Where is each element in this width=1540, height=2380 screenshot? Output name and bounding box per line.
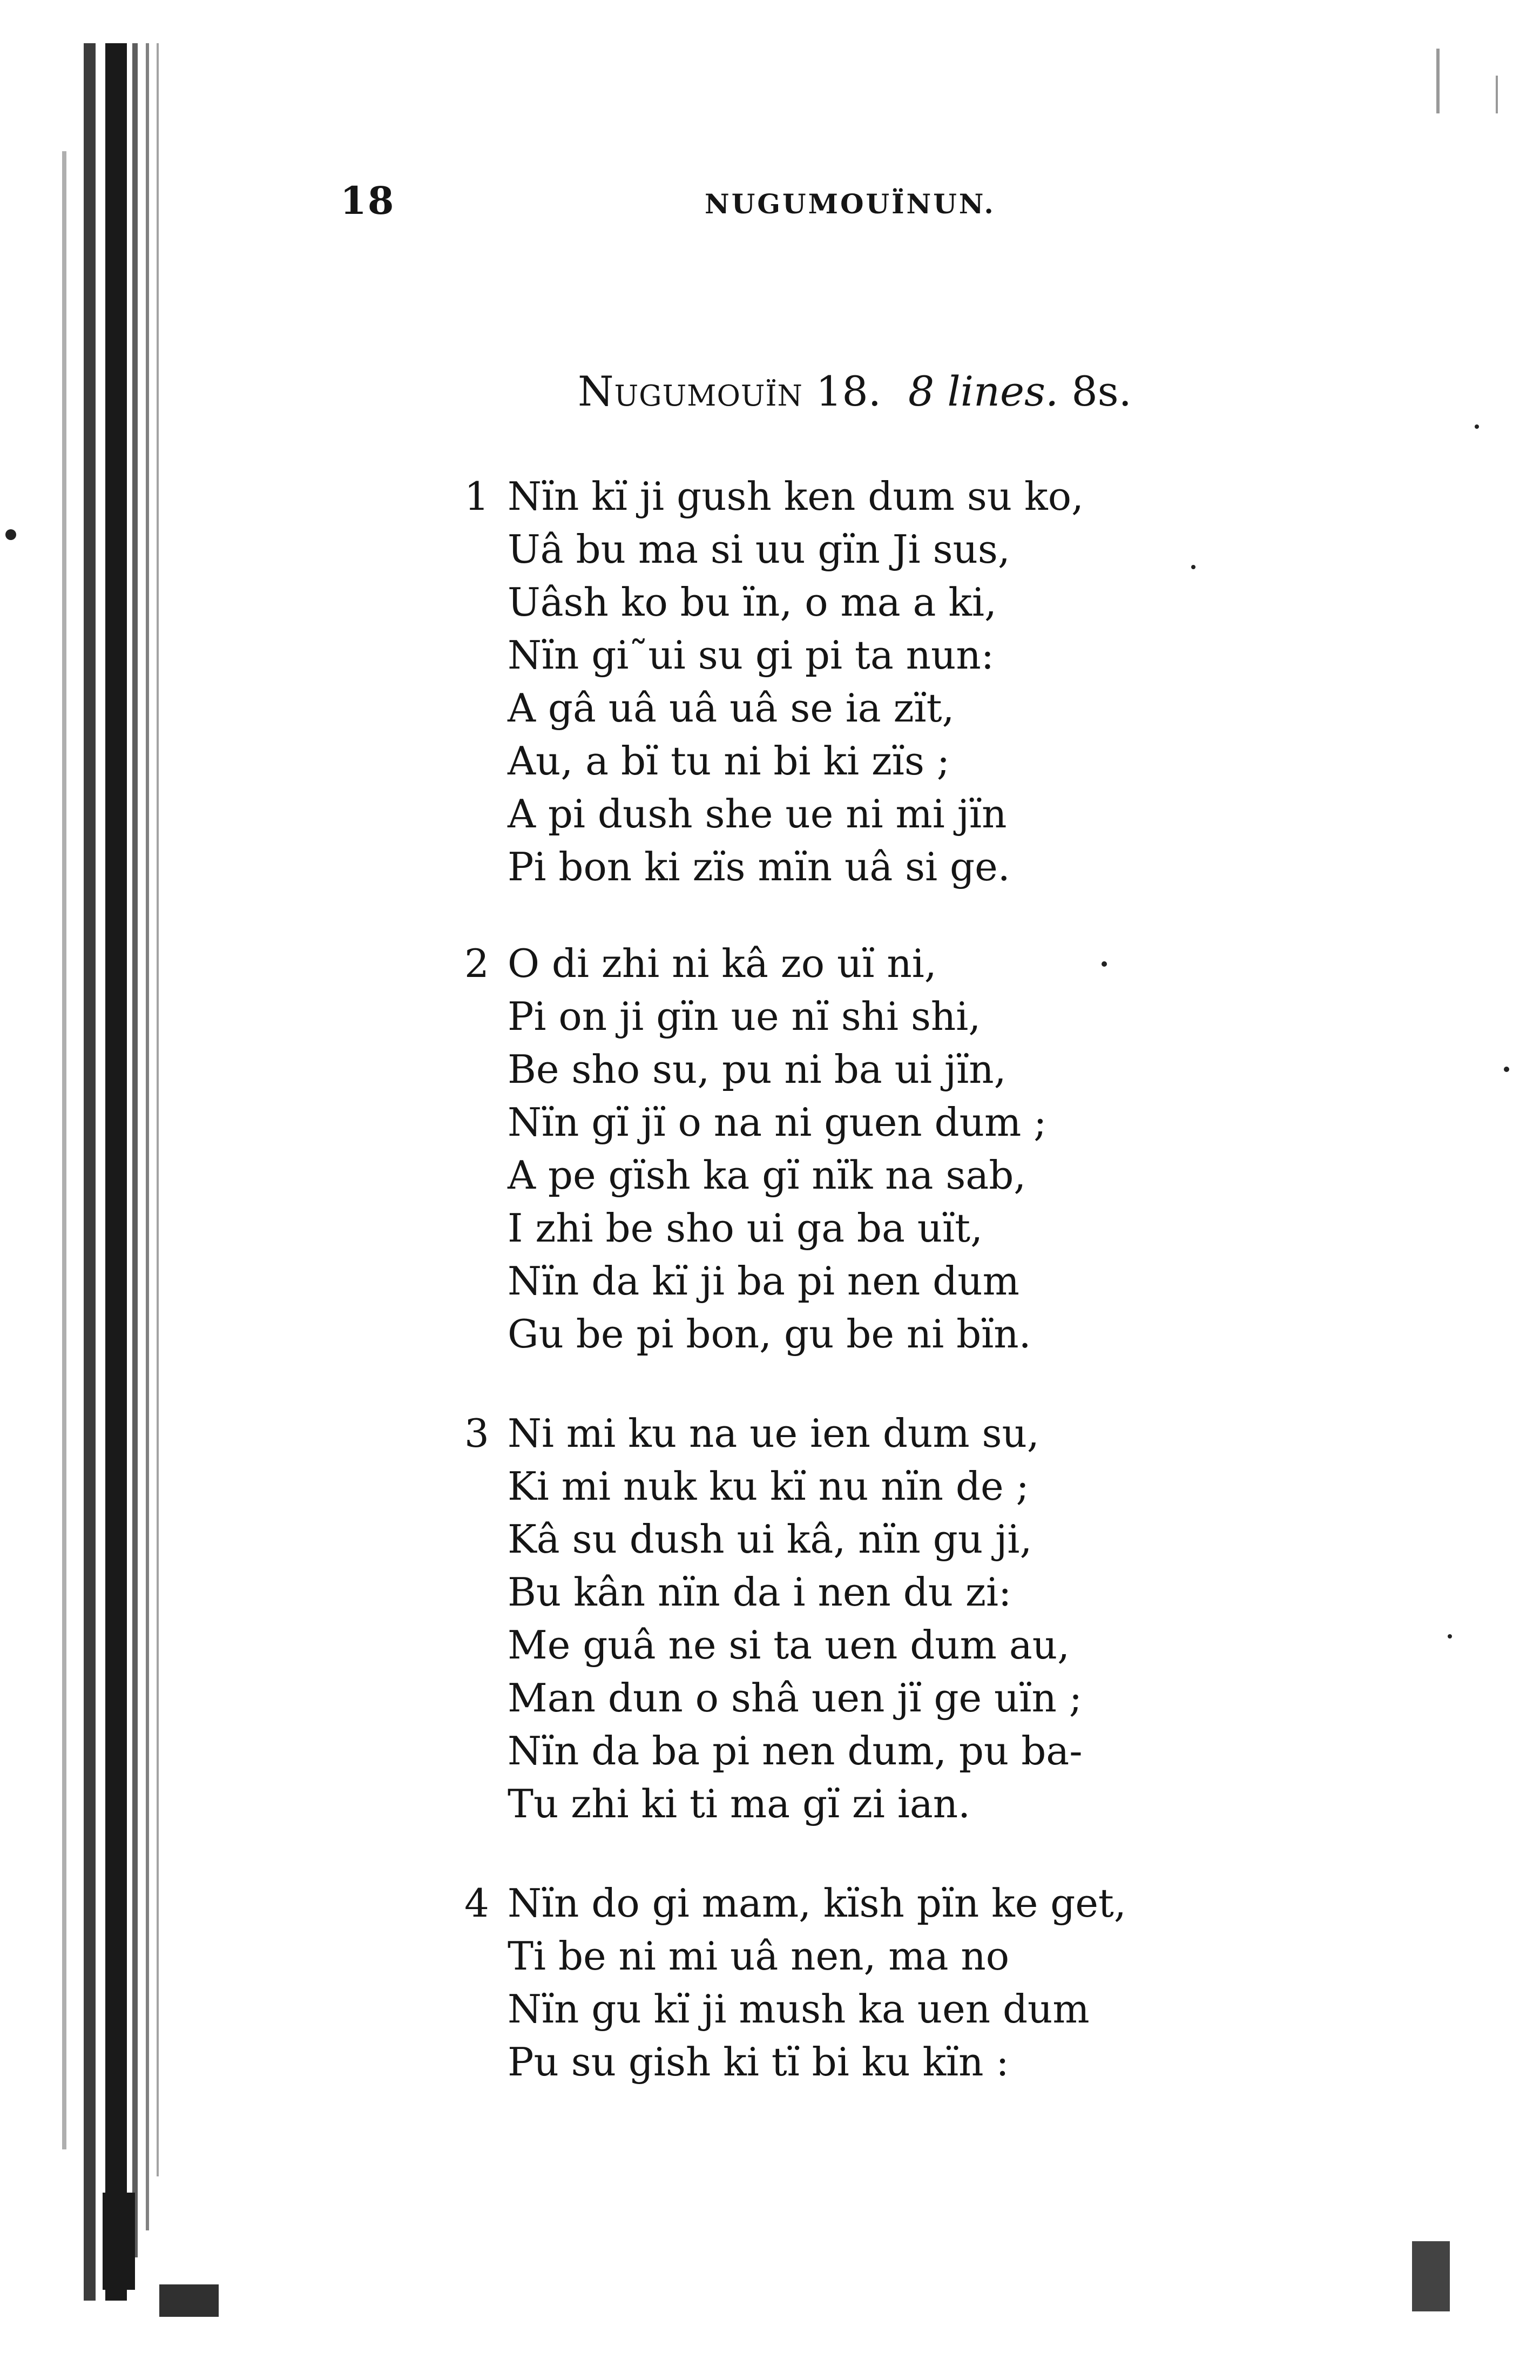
stanza-number: 3 [464,1411,489,1456]
verse-line: Nïn da kï ji ba pi nen dum [508,1258,1019,1304]
verse-line: Uâ bu ma si uu gïn Ji sus, [508,527,1010,572]
verse-line: Bu kân nïn da i nen du zi: [508,1569,1012,1615]
verse-line: Nïn gi˜ui su gi pi ta nun: [508,632,995,678]
verse-line: Au, a bï tu ni bi ki zïs ; [508,738,950,784]
stanza-lines [508,937,1046,1360]
hymn-title-lines: 8 lines. [908,367,1059,415]
verse-line: O di zhi ni kâ zo uï ni, [508,941,937,986]
stanza-number: 2 [464,941,489,986]
verse-line: A pi dush she ue ni mi jïn [508,791,1007,837]
verse-line: Nïn gu kï ji mush ka uen dum [508,1986,1090,2032]
verse-line: Nïn do gi mam, kïsh pïn ke get, [508,1880,1126,1926]
verse-line: I zhi be sho ui ga ba uït, [508,1205,983,1251]
verse-line: Ni mi ku na ue ien dum su, [508,1411,1039,1456]
verse-line: Me guâ ne si ta uen dum au, [508,1622,1070,1668]
verse-line: Pi bon ki zïs mïn uâ si ge. [508,844,1010,889]
verse-line: Pi on ji gïn ue nï shi shi, [508,994,981,1039]
verse-line: Nïn da ba pi nen dum, pu ba- [508,1728,1083,1774]
verse-line: Kâ su dush ui kâ, nïn gu ji, [508,1516,1032,1562]
hymn-title-name: Nugumouïn [578,367,803,415]
hymn-title [578,367,1132,415]
running-head: NUGUMOUÏNUN. [705,188,996,220]
verse-line: Ti be ni mi uâ nen, ma no [508,1933,1010,1979]
verse-line: Tu zhi ki ti ma gï zi ian. [508,1781,971,1826]
verse-line: Be sho su, pu ni ba ui jïn, [508,1047,1007,1092]
hymn-title-meter: 8s. [1071,367,1132,415]
verse-line: Pu su gish ki tï bi ku kïn : [508,2039,1009,2085]
stanza-lines [508,1877,1126,2088]
verse-line: A gâ uâ uâ uâ se ia zït, [508,685,955,731]
hymn-title-number: 18. [816,367,881,415]
stanza-lines [508,470,1084,893]
verse-line: Nïn gï jï o na ni guen dum ; [508,1100,1047,1145]
stanza-number: 1 [464,474,489,519]
page-number: 18 [340,178,395,223]
verse-line: Nïn kï ji gush ken dum su ko, [508,474,1084,519]
stanza-number: 4 [464,1880,489,1926]
verse-line: A pe gïsh ka gï nïk na sab, [508,1152,1026,1198]
stanza-lines [508,1407,1083,1830]
verse-line: Ki mi nuk ku kï nu nïn de ; [508,1464,1029,1509]
verse-line: Gu be pi bon, gu be ni bïn. [508,1311,1031,1357]
verse-line: Uâsh ko bu ïn, o ma a ki, [508,579,997,625]
verse-line: Man dun o shâ uen jï ge uïn ; [508,1675,1082,1721]
